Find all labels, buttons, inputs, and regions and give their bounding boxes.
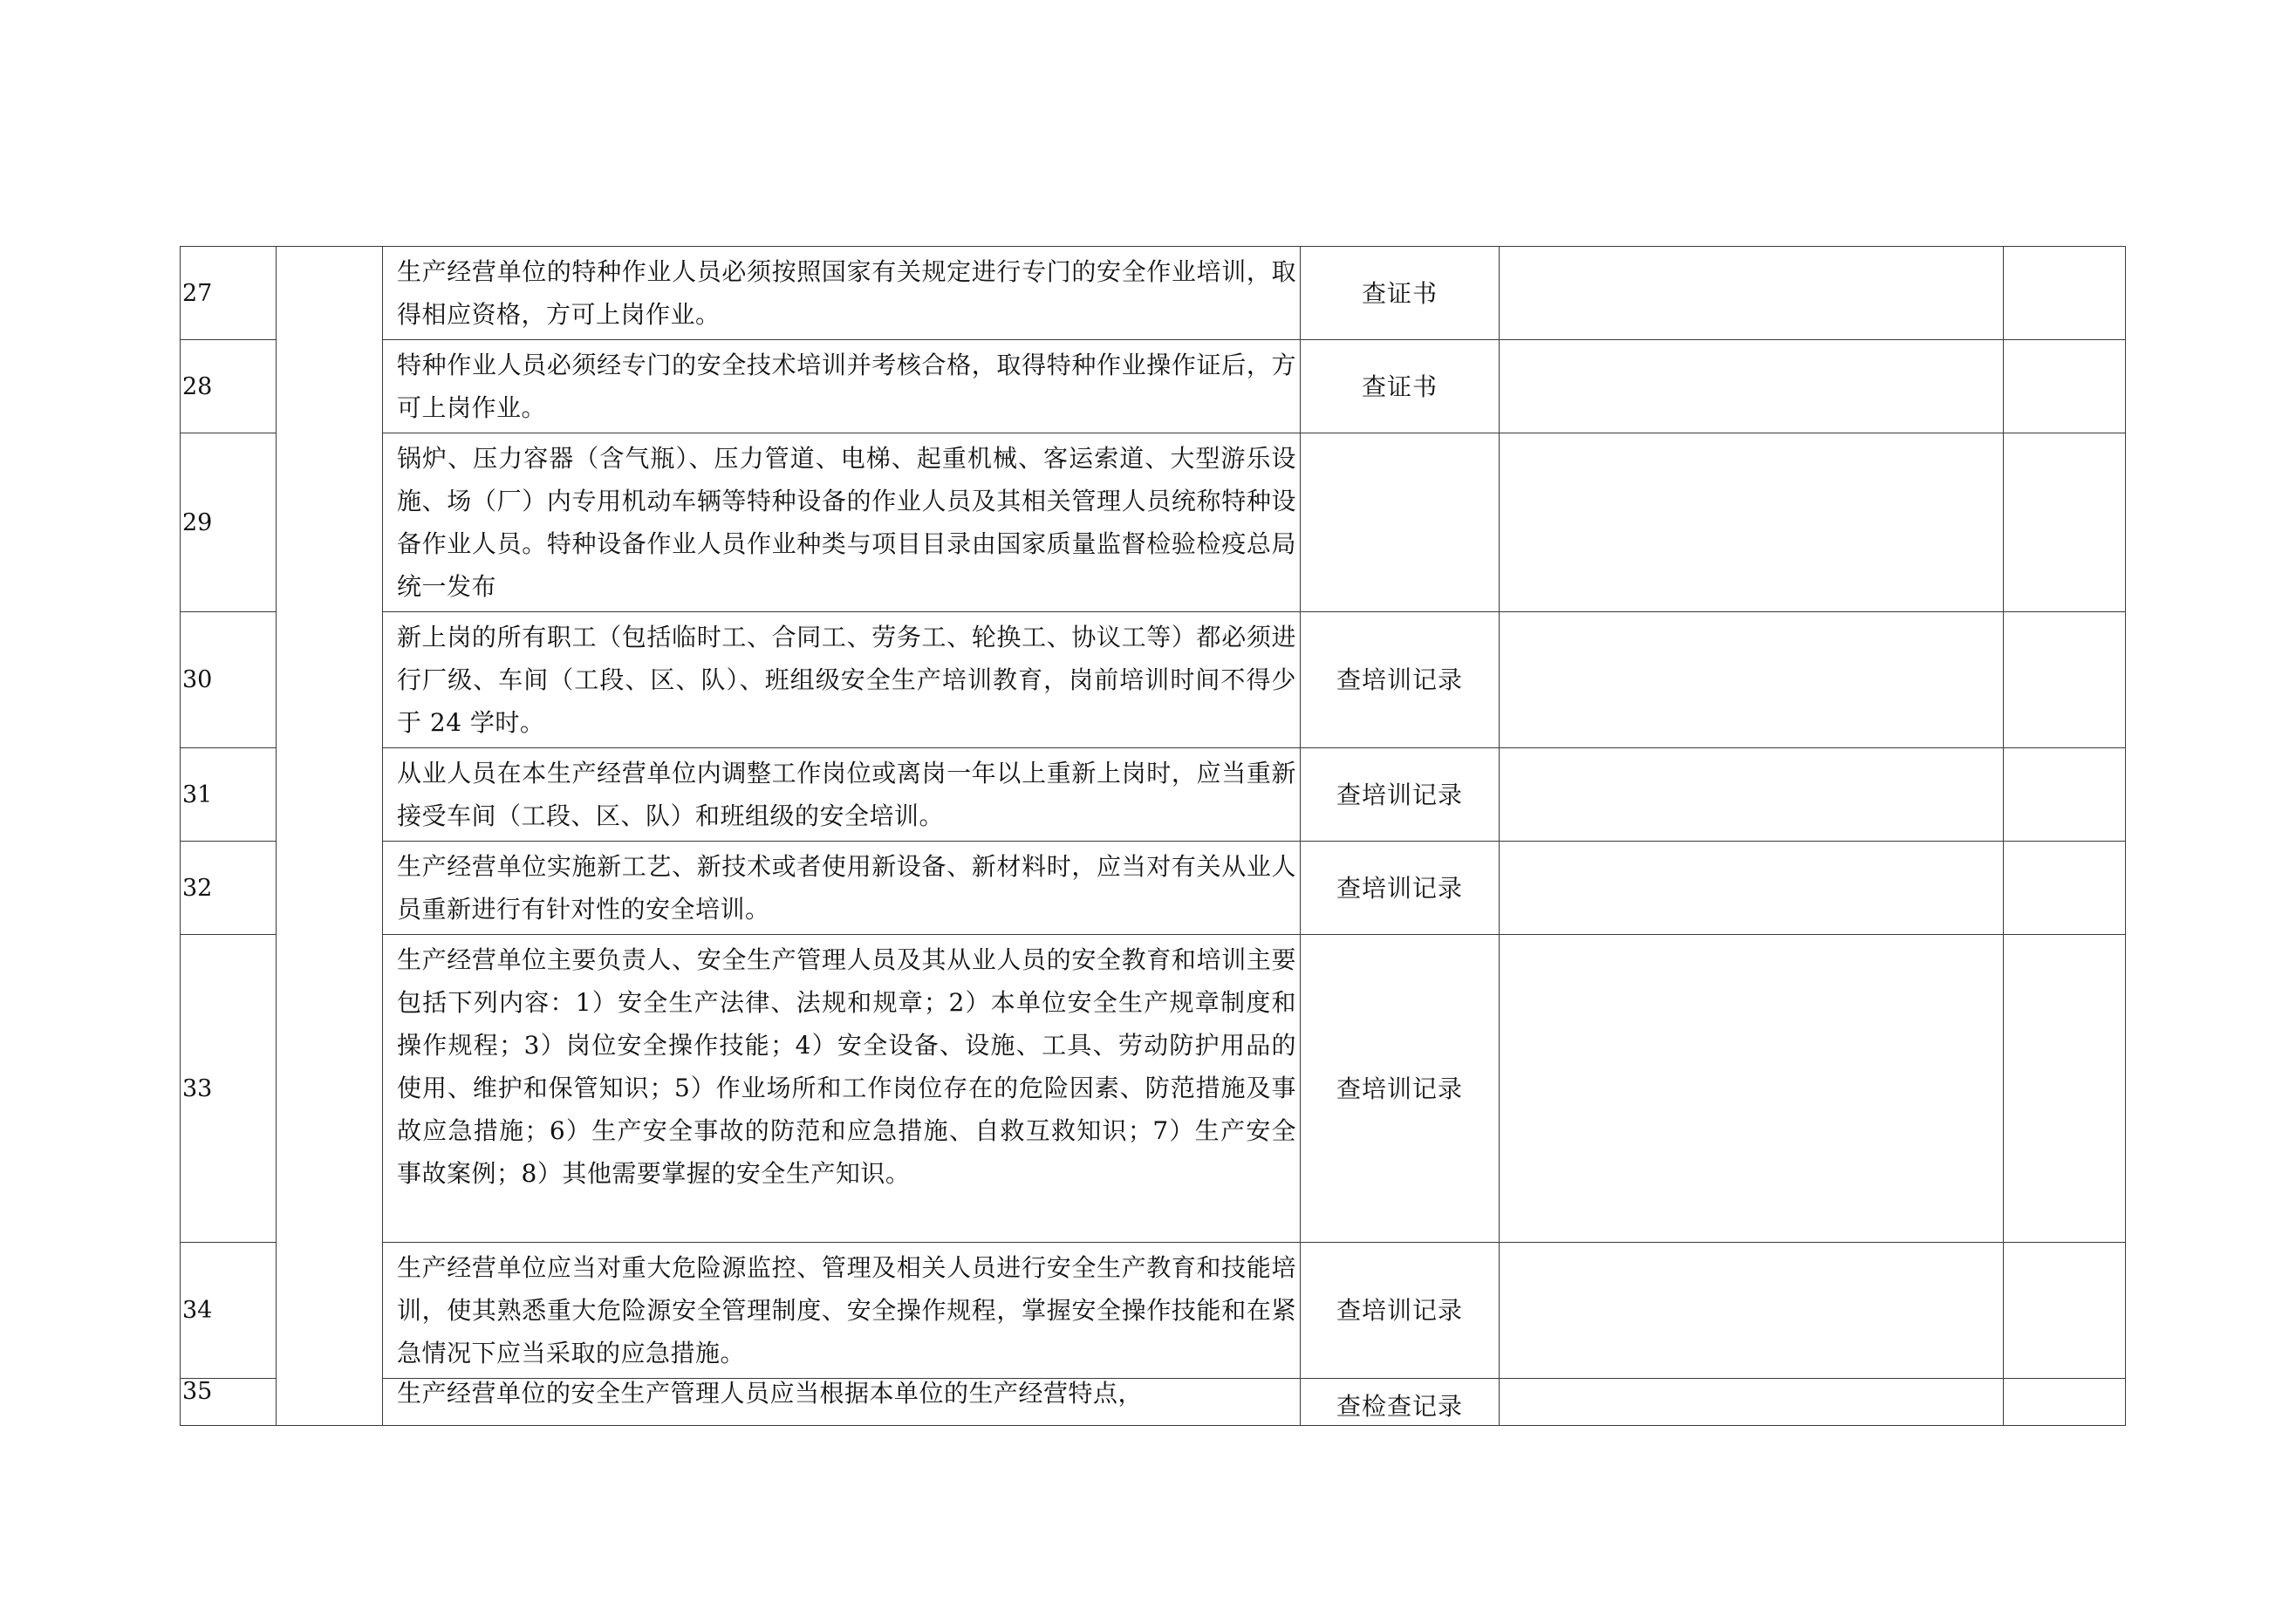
table-row bbox=[181, 247, 2126, 340]
table-row bbox=[181, 1243, 2126, 1379]
result-cell bbox=[1500, 247, 2004, 340]
result-cell bbox=[1500, 340, 2004, 433]
row-number: 33 bbox=[181, 935, 277, 1243]
result-cell bbox=[1500, 1379, 2004, 1426]
inspection-method: 查培训记录 bbox=[1301, 748, 1500, 842]
requirement-text: 生产经营单位的安全生产管理人员应当根据本单位的生产经营特点， bbox=[383, 1379, 1301, 1426]
table-row bbox=[181, 842, 2126, 935]
row-number: 34 bbox=[181, 1243, 277, 1379]
inspection-method: 查培训记录 bbox=[1301, 935, 1500, 1243]
row-number: 35 bbox=[181, 1379, 277, 1426]
table-row bbox=[181, 1379, 2126, 1426]
requirement-text: 从业人员在本生产经营单位内调整工作岗位或离岗一年以上重新上岗时，应当重新接受车间（工段、区、队）和班组级的安全培训。 bbox=[383, 748, 1301, 842]
table-row bbox=[181, 748, 2126, 842]
requirement-text: 特种作业人员必须经专门的安全技术培训并考核合格，取得特种作业操作证后，方可上岗作业。 bbox=[383, 340, 1301, 433]
requirement-text: 生产经营单位应当对重大危险源监控、管理及相关人员进行安全生产教育和技能培训，使其熟悉重大危险源安全管理制度、安全操作规程，掌握安全操作技能和在紧急情况下应当采取的应急措施。 bbox=[383, 1243, 1301, 1379]
remark-cell bbox=[2004, 1379, 2126, 1426]
inspection-method bbox=[1301, 433, 1500, 612]
row-number: 31 bbox=[181, 748, 277, 842]
inspection-method: 查培训记录 bbox=[1301, 1243, 1500, 1379]
result-cell bbox=[1500, 1243, 2004, 1379]
remark-cell bbox=[2004, 340, 2126, 433]
result-cell bbox=[1500, 935, 2004, 1243]
remark-cell bbox=[2004, 247, 2126, 340]
category-cell bbox=[277, 247, 383, 1426]
inspection-method: 查检查记录 bbox=[1301, 1379, 1500, 1426]
requirement-text: 生产经营单位主要负责人、安全生产管理人员及其从业人员的安全教育和培训主要包括下列内容：1）安全生产法律、法规和规章；2）本单位安全生产规章制度和操作规程；3）岗位安全操作技能；4）安全设备、设施、工具、劳动防护用品的使用、维护和保管知识；5）作业场所和工作岗位存在的危险因素、防范措施及事故应急措施；6）生产安全事故的防范和应急措施、自救互救知识；7）生产安全事故案例；8）其他需要掌握的安全生产知识。 bbox=[383, 935, 1301, 1243]
requirement-text: 生产经营单位的特种作业人员必须按照国家有关规定进行专门的安全作业培训，取得相应资格，方可上岗作业。 bbox=[383, 247, 1301, 340]
requirement-text: 生产经营单位实施新工艺、新技术或者使用新设备、新材料时，应当对有关从业人员重新进行有针对性的安全培训。 bbox=[383, 842, 1301, 935]
result-cell bbox=[1500, 433, 2004, 612]
row-number: 27 bbox=[181, 247, 277, 340]
inspection-method: 查证书 bbox=[1301, 340, 1500, 433]
result-cell bbox=[1500, 612, 2004, 748]
table-row bbox=[181, 935, 2126, 1243]
result-cell bbox=[1500, 748, 2004, 842]
table-row bbox=[181, 612, 2126, 748]
inspection-checklist-table bbox=[180, 246, 2126, 1426]
row-number: 32 bbox=[181, 842, 277, 935]
row-number: 29 bbox=[181, 433, 277, 612]
requirement-text: 新上岗的所有职工（包括临时工、合同工、劳务工、轮换工、协议工等）都必须进行厂级、车间（工段、区、队）、班组级安全生产培训教育，岗前培训时间不得少于 24 学时。 bbox=[383, 612, 1301, 748]
inspection-method: 查培训记录 bbox=[1301, 842, 1500, 935]
remark-cell bbox=[2004, 748, 2126, 842]
row-number: 30 bbox=[181, 612, 277, 748]
inspection-method: 查培训记录 bbox=[1301, 612, 1500, 748]
remark-cell bbox=[2004, 842, 2126, 935]
remark-cell bbox=[2004, 433, 2126, 612]
result-cell bbox=[1500, 842, 2004, 935]
remark-cell bbox=[2004, 935, 2126, 1243]
requirement-text: 锅炉、压力容器（含气瓶）、压力管道、电梯、起重机械、客运索道、大型游乐设施、场（厂）内专用机动车辆等特种设备的作业人员及其相关管理人员统称特种设备作业人员。特种设备作业人员作业种类与项目目录由国家质量监督检验检疫总局统一发布 bbox=[383, 433, 1301, 612]
inspection-method: 查证书 bbox=[1301, 247, 1500, 340]
remark-cell bbox=[2004, 612, 2126, 748]
row-number: 28 bbox=[181, 340, 277, 433]
table-row bbox=[181, 433, 2126, 612]
remark-cell bbox=[2004, 1243, 2126, 1379]
table-row bbox=[181, 340, 2126, 433]
